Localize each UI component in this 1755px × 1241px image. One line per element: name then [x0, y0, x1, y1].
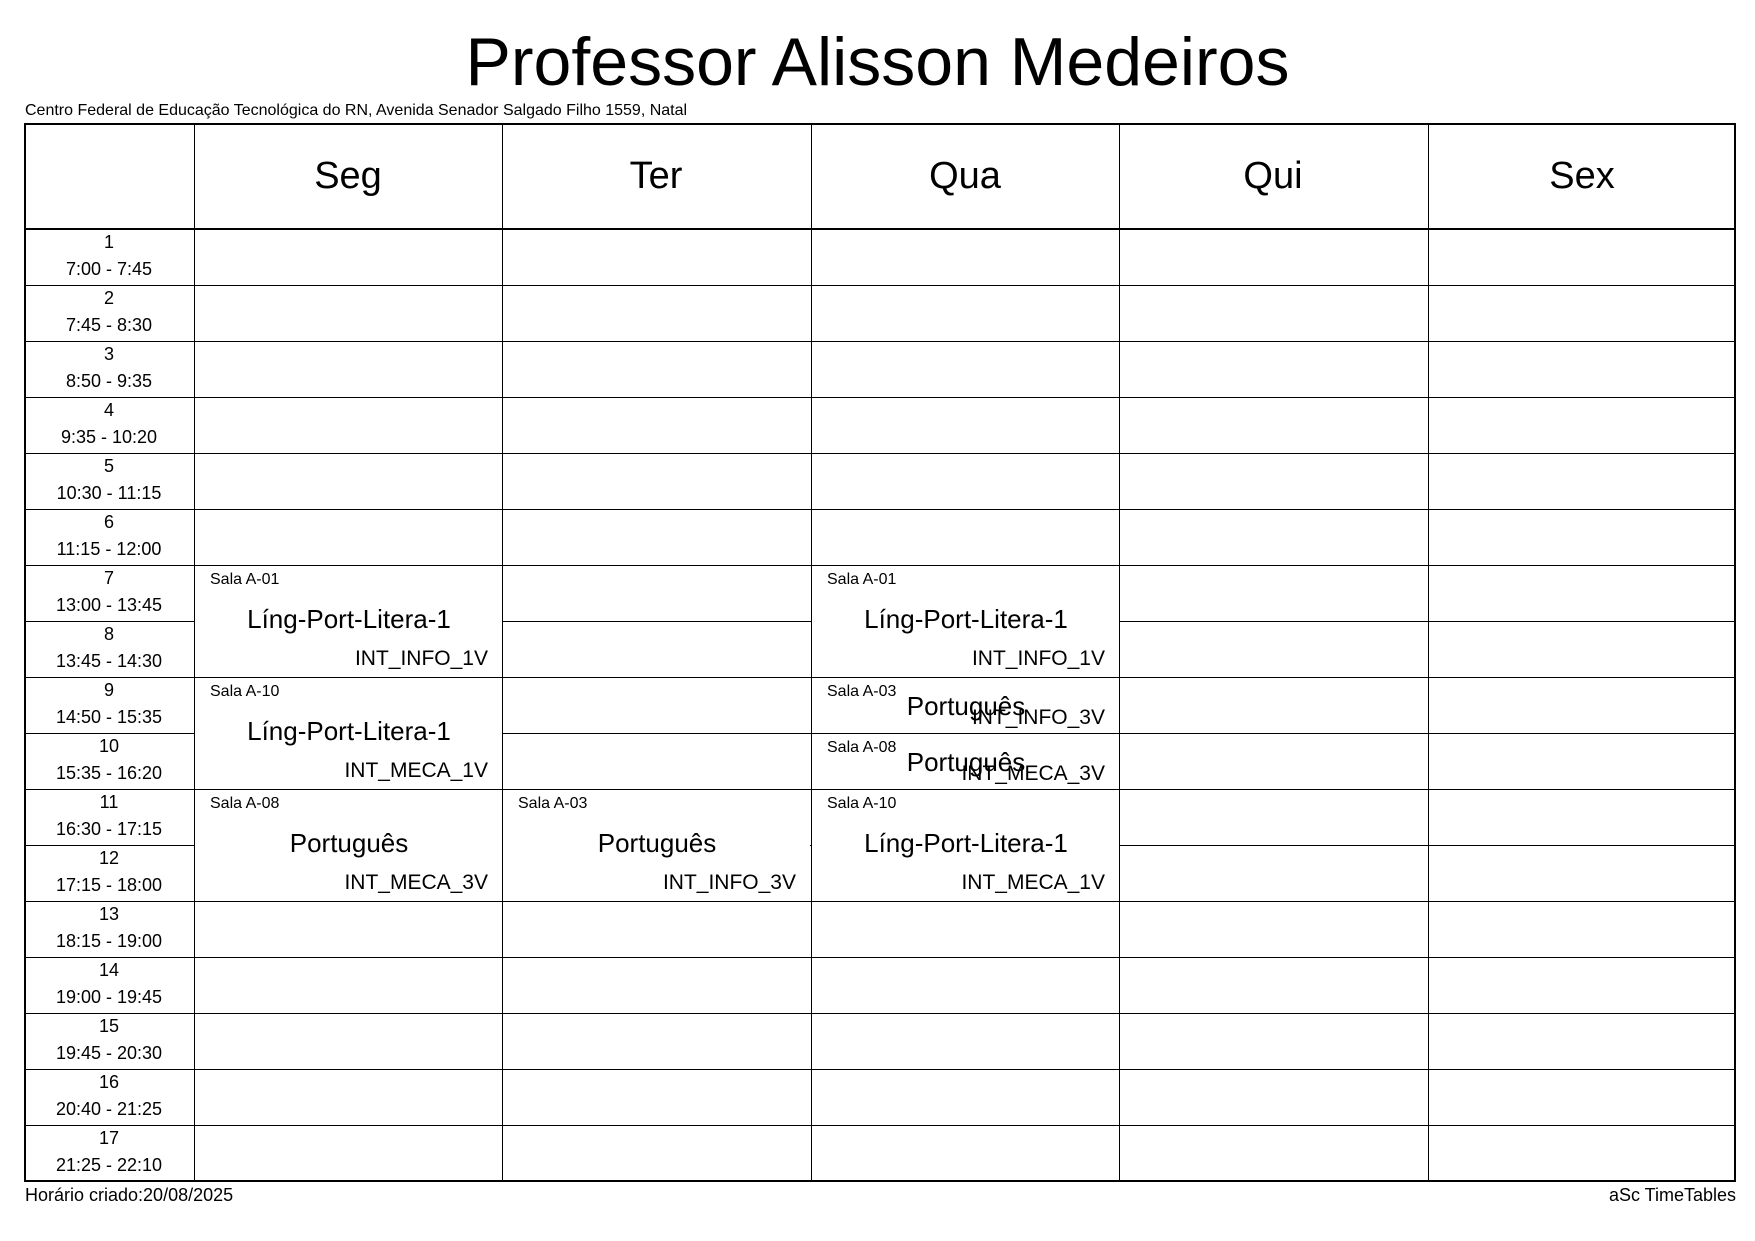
period-label	[24, 845, 194, 901]
row-divider	[24, 453, 1736, 454]
period-number: 1	[103, 232, 114, 252]
period-time: 18:15 - 19:00	[55, 931, 163, 951]
lesson-class: INT_MECA_3V	[344, 871, 488, 894]
period-number: 7	[103, 568, 114, 588]
column-divider	[502, 123, 503, 1182]
period-number: 4	[103, 400, 114, 420]
period-time: 19:00 - 19:45	[55, 987, 163, 1007]
period-label	[24, 229, 194, 285]
period-label	[24, 285, 194, 341]
row-divider	[24, 397, 1736, 398]
page-title: Professor Alisson Medeiros	[465, 24, 1290, 100]
period-label	[24, 1125, 194, 1181]
lesson-card[interactable]	[812, 734, 1119, 789]
period-time: 14:50 - 15:35	[55, 707, 163, 727]
period-number: 3	[103, 344, 114, 364]
period-label	[24, 397, 194, 453]
period-number: 16	[98, 1072, 120, 1092]
period-label	[24, 957, 194, 1013]
period-label	[24, 341, 194, 397]
period-label	[24, 1069, 194, 1125]
lesson-class: INT_INFO_3V	[971, 706, 1105, 729]
lesson-subject: Líng-Port-Litera-1	[247, 716, 451, 746]
day-header-qua: Qua	[929, 154, 1001, 197]
lesson-subject: Português	[597, 828, 717, 858]
period-time: 13:45 - 14:30	[55, 651, 163, 671]
lesson-subject: Português	[906, 747, 1026, 777]
period-number: 11	[99, 792, 119, 812]
lesson-class: INT_INFO_3V	[662, 871, 796, 894]
period-label	[24, 677, 194, 733]
period-time: 13:00 - 13:45	[55, 595, 163, 615]
period-number: 8	[103, 624, 114, 644]
school-address: Centro Federal de Educação Tecnológica do RN, Avenida Senador Salgado Filho 1559, Natal	[25, 102, 688, 119]
period-time: 7:45 - 8:30	[65, 315, 153, 335]
period-label	[24, 509, 194, 565]
lesson-card[interactable]	[812, 678, 1119, 733]
lesson-subject: Líng-Port-Litera-1	[247, 604, 451, 634]
column-divider	[1119, 123, 1120, 1182]
lesson-subject: Líng-Port-Litera-1	[864, 604, 1068, 634]
lesson-room: Sala A-10	[827, 795, 897, 812]
lesson-class: INT_MECA_1V	[344, 759, 488, 782]
period-number: 10	[98, 736, 120, 756]
lesson-card[interactable]	[195, 790, 502, 901]
lesson-subject: Líng-Port-Litera-1	[864, 828, 1068, 858]
period-time: 11:15 - 12:00	[56, 539, 162, 559]
period-label	[24, 453, 194, 509]
lesson-card[interactable]	[812, 790, 1119, 901]
period-time: 10:30 - 11:15	[56, 483, 162, 503]
software-credit: aSc TimeTables	[1608, 1185, 1736, 1205]
period-number: 12	[98, 848, 120, 868]
lesson-subject: Português	[289, 828, 409, 858]
lesson-room: Sala A-03	[827, 683, 897, 700]
period-time: 8:50 - 9:35	[65, 371, 153, 391]
day-header-sex: Sex	[1549, 154, 1615, 197]
period-time: 17:15 - 18:00	[55, 875, 163, 895]
period-number: 5	[103, 456, 114, 476]
day-header-seg: Seg	[314, 154, 382, 197]
period-number: 6	[103, 512, 114, 532]
row-divider	[24, 957, 1736, 958]
lesson-card[interactable]	[812, 566, 1119, 677]
period-time: 21:25 - 22:10	[55, 1155, 163, 1175]
period-number: 9	[103, 680, 114, 700]
lesson-room: Sala A-10	[210, 683, 280, 700]
lesson-room: Sala A-08	[827, 739, 897, 756]
period-number: 2	[103, 288, 114, 308]
period-number: 14	[98, 960, 120, 980]
row-divider	[24, 1069, 1736, 1070]
period-time: 15:35 - 16:20	[55, 763, 163, 783]
period-label	[24, 733, 194, 789]
lesson-room: Sala A-08	[210, 795, 280, 812]
created-date: Horário criado:20/08/2025	[25, 1185, 234, 1205]
lesson-card[interactable]	[195, 678, 502, 789]
period-time: 9:35 - 10:20	[60, 427, 158, 447]
lesson-room: Sala A-01	[827, 571, 897, 588]
period-time: 19:45 - 20:30	[55, 1043, 163, 1063]
period-number: 13	[98, 904, 120, 924]
column-divider	[1428, 123, 1429, 1182]
lesson-card[interactable]	[195, 566, 502, 677]
row-divider	[24, 901, 1736, 902]
row-divider	[24, 1013, 1736, 1014]
period-label	[24, 565, 194, 621]
period-number: 17	[98, 1128, 120, 1148]
day-header-ter: Ter	[629, 154, 683, 197]
row-divider	[24, 285, 1736, 286]
lesson-class: INT_MECA_1V	[961, 871, 1105, 894]
row-divider	[24, 341, 1736, 342]
row-divider	[24, 1125, 1736, 1126]
period-number: 15	[98, 1016, 120, 1036]
period-label	[24, 901, 194, 957]
period-time: 20:40 - 21:25	[55, 1099, 163, 1119]
lesson-subject: Português	[906, 691, 1026, 721]
day-header-qui: Qui	[1243, 154, 1303, 197]
lesson-class: INT_INFO_1V	[971, 647, 1105, 670]
lesson-class: INT_INFO_1V	[354, 647, 488, 670]
period-label	[24, 621, 194, 677]
lesson-room: Sala A-03	[518, 795, 588, 812]
lesson-room: Sala A-01	[210, 571, 280, 588]
lesson-class: INT_MECA_3V	[961, 762, 1105, 785]
timetable-grid	[24, 123, 1736, 1182]
row-divider	[24, 509, 1736, 510]
lesson-card[interactable]	[503, 790, 810, 901]
period-time: 16:30 - 17:15	[55, 819, 163, 839]
period-time: 7:00 - 7:45	[65, 259, 153, 279]
period-label	[24, 789, 194, 845]
period-label	[24, 1013, 194, 1069]
